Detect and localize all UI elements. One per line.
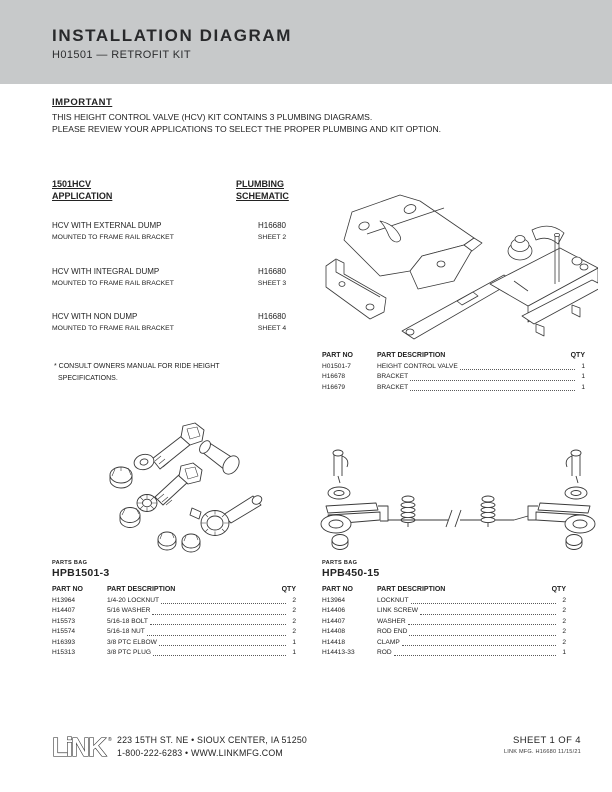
- col-part-no: PART NO: [322, 352, 353, 359]
- part-description: 5/16-18 NUT: [107, 628, 145, 636]
- clamp-drawing: [481, 496, 495, 527]
- schematic-header-line2: SCHEMATIC: [236, 191, 289, 201]
- header-band: [0, 0, 612, 84]
- part-description: ROD END: [377, 628, 408, 636]
- parts-bag-name: HPB1501-3: [52, 567, 110, 579]
- link-mfg-logo: [50, 731, 116, 763]
- nut-drawing: [158, 532, 176, 550]
- part-row: [322, 606, 566, 616]
- application-name: HCV WITH INTEGRAL DUMP: [52, 267, 160, 276]
- link-screw-drawing: [333, 450, 348, 483]
- schematic-number: H16680: [257, 267, 287, 276]
- application-header-line1: 1501HCV: [52, 179, 92, 189]
- col-qty: QTY: [281, 586, 296, 593]
- part-description: 1/4-20 LOCKNUT: [107, 597, 160, 604]
- rod-end-drawing: [514, 503, 595, 533]
- part-row: [322, 627, 566, 637]
- part-qty: 2: [292, 617, 296, 625]
- schematic-sheet: SHEET 2: [257, 234, 287, 241]
- rod-assembly-drawing: [318, 446, 598, 558]
- dot-leader: [152, 614, 286, 615]
- application-mount: MOUNTED TO FRAME RAIL BRACKET: [52, 234, 174, 241]
- application-column-header: [52, 178, 112, 202]
- part-description: 5/16 WASHER: [107, 607, 151, 615]
- footnote-line1: * CONSULT OWNERS MANUAL FOR RIDE HEIGHT: [54, 363, 220, 370]
- footnote-line2: SPECIFICATIONS.: [58, 375, 118, 382]
- kit-parts-header: [322, 350, 585, 362]
- application-mount: MOUNTED TO FRAME RAIL BRACKET: [52, 325, 174, 332]
- part-description: 5/16-18 BOLT: [107, 617, 148, 625]
- footer-phone-website: 1-800-222-6283 • WWW.LINKMFG.COM: [117, 748, 283, 758]
- dot-leader: [159, 645, 286, 646]
- hardware-drawing: [55, 418, 305, 561]
- kit-parts-table: [322, 350, 585, 393]
- col-part-description: PART DESCRIPTION: [107, 586, 176, 593]
- parts-bag-label: PARTS BAG: [322, 560, 358, 566]
- parts-bag-header: [52, 584, 296, 596]
- part-description: 3/8 PTC ELBOW: [107, 638, 157, 646]
- application-row: [52, 220, 312, 243]
- part-description: LINK SCREW: [377, 607, 419, 615]
- ride-height-footnote: [54, 361, 220, 385]
- part-qty: 2: [292, 597, 296, 604]
- schematic-sheet: SHEET 3: [257, 280, 287, 287]
- part-qty: 1: [292, 638, 296, 646]
- dot-leader: [410, 390, 575, 391]
- part-qty: 2: [562, 597, 566, 604]
- bolt-drawing: [152, 423, 204, 469]
- part-row: [322, 638, 566, 648]
- col-qty: QTY: [551, 586, 566, 593]
- part-row: [52, 606, 296, 616]
- part-row: [322, 372, 585, 382]
- locknut-drawing: [332, 535, 348, 550]
- application-name: HCV WITH EXTERNAL DUMP: [52, 221, 162, 230]
- part-description: HEIGHT CONTROL VALVE: [377, 363, 458, 370]
- dot-leader: [153, 655, 286, 656]
- part-no: H14407: [322, 617, 346, 625]
- col-part-description: PART DESCRIPTION: [377, 352, 446, 359]
- dot-leader: [150, 624, 286, 625]
- part-no: H14413-33: [322, 649, 355, 657]
- part-no: H14408: [322, 628, 346, 636]
- part-no: H14406: [322, 607, 346, 615]
- part-row: [52, 596, 296, 606]
- part-qty: 1: [581, 383, 585, 391]
- part-no: H14418: [322, 638, 346, 646]
- important-heading: IMPORTANT: [52, 97, 113, 108]
- part-qty: 2: [292, 607, 296, 615]
- important-line-1: THIS HEIGHT CONTROL VALVE (HCV) KIT CONTAINS 3 PLUMBING DIAGRAMS.: [52, 112, 373, 122]
- part-no: H13964: [322, 597, 346, 604]
- part-no: H16678: [322, 373, 346, 381]
- col-qty: QTY: [570, 352, 585, 359]
- schematic-value: [235, 311, 309, 334]
- schematic-column-header: [236, 178, 289, 202]
- part-no: H16679: [322, 383, 346, 391]
- part-row: [52, 617, 296, 627]
- height-control-valve-drawing: [490, 226, 598, 336]
- dot-leader: [420, 614, 556, 615]
- part-description: BRACKET: [377, 373, 409, 381]
- page-title: INSTALLATION DIAGRAM: [52, 26, 293, 45]
- dot-leader: [411, 603, 556, 604]
- part-qty: 1: [562, 649, 566, 657]
- bolt-drawing: [155, 463, 202, 505]
- clamp-drawing: [401, 496, 415, 527]
- page-subtitle: H01501 — RETROFIT KIT: [52, 49, 192, 61]
- parts-bag-table-hpb450-15: [322, 560, 566, 658]
- part-row: [322, 648, 566, 658]
- locknut-drawing: [110, 467, 132, 488]
- part-no: H14407: [52, 607, 76, 615]
- application-header-line2: APPLICATION: [52, 191, 113, 201]
- rod-end-drawing: [321, 503, 388, 533]
- sheet-number: SHEET 1 OF 4: [513, 735, 581, 746]
- logo-trademark: ®: [108, 737, 112, 743]
- col-part-description: PART DESCRIPTION: [377, 586, 446, 593]
- part-description: LOCKNUT: [377, 597, 409, 604]
- part-qty: 1: [581, 363, 585, 370]
- col-part-no: PART NO: [322, 586, 353, 593]
- application-row: [52, 266, 312, 289]
- nut-drawing: [182, 534, 200, 552]
- parts-bag-name: HPB450-15: [322, 567, 380, 579]
- part-qty: 1: [292, 649, 296, 657]
- part-no: H15573: [52, 617, 76, 625]
- elbow-fitting-drawing: [197, 439, 242, 478]
- lock-washer-drawing: [137, 495, 157, 512]
- washer-hole: [334, 491, 344, 496]
- col-part-no: PART NO: [52, 586, 83, 593]
- dot-leader: [147, 635, 286, 636]
- part-description: BRACKET: [377, 383, 409, 391]
- application-name: HCV WITH NON DUMP: [52, 312, 138, 321]
- washer-hole: [571, 491, 581, 496]
- locknut-drawing: [120, 508, 140, 528]
- document-reference: LINK MFG. H16680 11/15/21: [503, 749, 581, 755]
- part-qty: 1: [581, 373, 585, 381]
- footer-address: 223 15TH ST. NE • SIOUX CENTER, IA 51250: [117, 735, 308, 745]
- part-row: [52, 627, 296, 637]
- part-row: [322, 596, 566, 606]
- part-no: H15574: [52, 628, 76, 636]
- part-qty: 2: [562, 617, 566, 625]
- part-no: H15313: [52, 649, 76, 657]
- application-mount: MOUNTED TO FRAME RAIL BRACKET: [52, 280, 174, 287]
- part-no: H16393: [52, 638, 76, 646]
- schematic-header-line1: PLUMBING: [236, 179, 284, 189]
- schematic-value: [235, 266, 309, 289]
- application-row: [52, 311, 312, 334]
- dot-leader: [410, 380, 575, 381]
- plug-fitting-drawing: [190, 494, 263, 535]
- logo-text: LiNK: [52, 732, 105, 762]
- schematic-number: H16680: [257, 221, 287, 230]
- part-description: WASHER: [377, 617, 406, 625]
- rod-break-mark: [446, 510, 461, 527]
- part-row: [322, 617, 566, 627]
- upper-bracket-drawing: [344, 195, 482, 289]
- part-qty: 2: [292, 628, 296, 636]
- part-no: H01501-7: [322, 363, 351, 370]
- part-description: 3/8 PTC PLUG: [107, 649, 151, 657]
- parts-bag-table-hpb1501-3: [52, 560, 296, 658]
- part-qty: 2: [562, 638, 566, 646]
- schematic-value: [235, 220, 309, 243]
- dot-leader: [394, 655, 556, 656]
- parts-bag-header: [322, 584, 566, 596]
- dot-leader: [408, 624, 556, 625]
- dot-leader: [402, 645, 556, 646]
- part-row: [52, 638, 296, 648]
- schematic-number: H16680: [257, 312, 287, 321]
- part-row: [52, 648, 296, 658]
- parts-bag-label: PARTS BAG: [52, 560, 88, 566]
- part-no: H13964: [52, 597, 76, 604]
- part-row: [322, 362, 585, 372]
- part-row: [322, 383, 585, 393]
- part-description: CLAMP: [377, 638, 400, 646]
- schematic-sheet: SHEET 4: [257, 325, 287, 332]
- part-qty: 2: [562, 607, 566, 615]
- dot-leader: [161, 603, 286, 604]
- bracket-valve-drawing: [322, 188, 598, 348]
- important-line-2: PLEASE REVIEW YOUR APPLICATIONS TO SELECT THE PROPER PLUMBING AND KIT OPTION.: [52, 124, 442, 134]
- dot-leader: [409, 635, 556, 636]
- part-qty: 2: [562, 628, 566, 636]
- part-description: ROD: [377, 649, 392, 657]
- link-screw-drawing: [566, 450, 581, 483]
- dot-leader: [460, 369, 575, 370]
- locknut-drawing: [566, 535, 582, 550]
